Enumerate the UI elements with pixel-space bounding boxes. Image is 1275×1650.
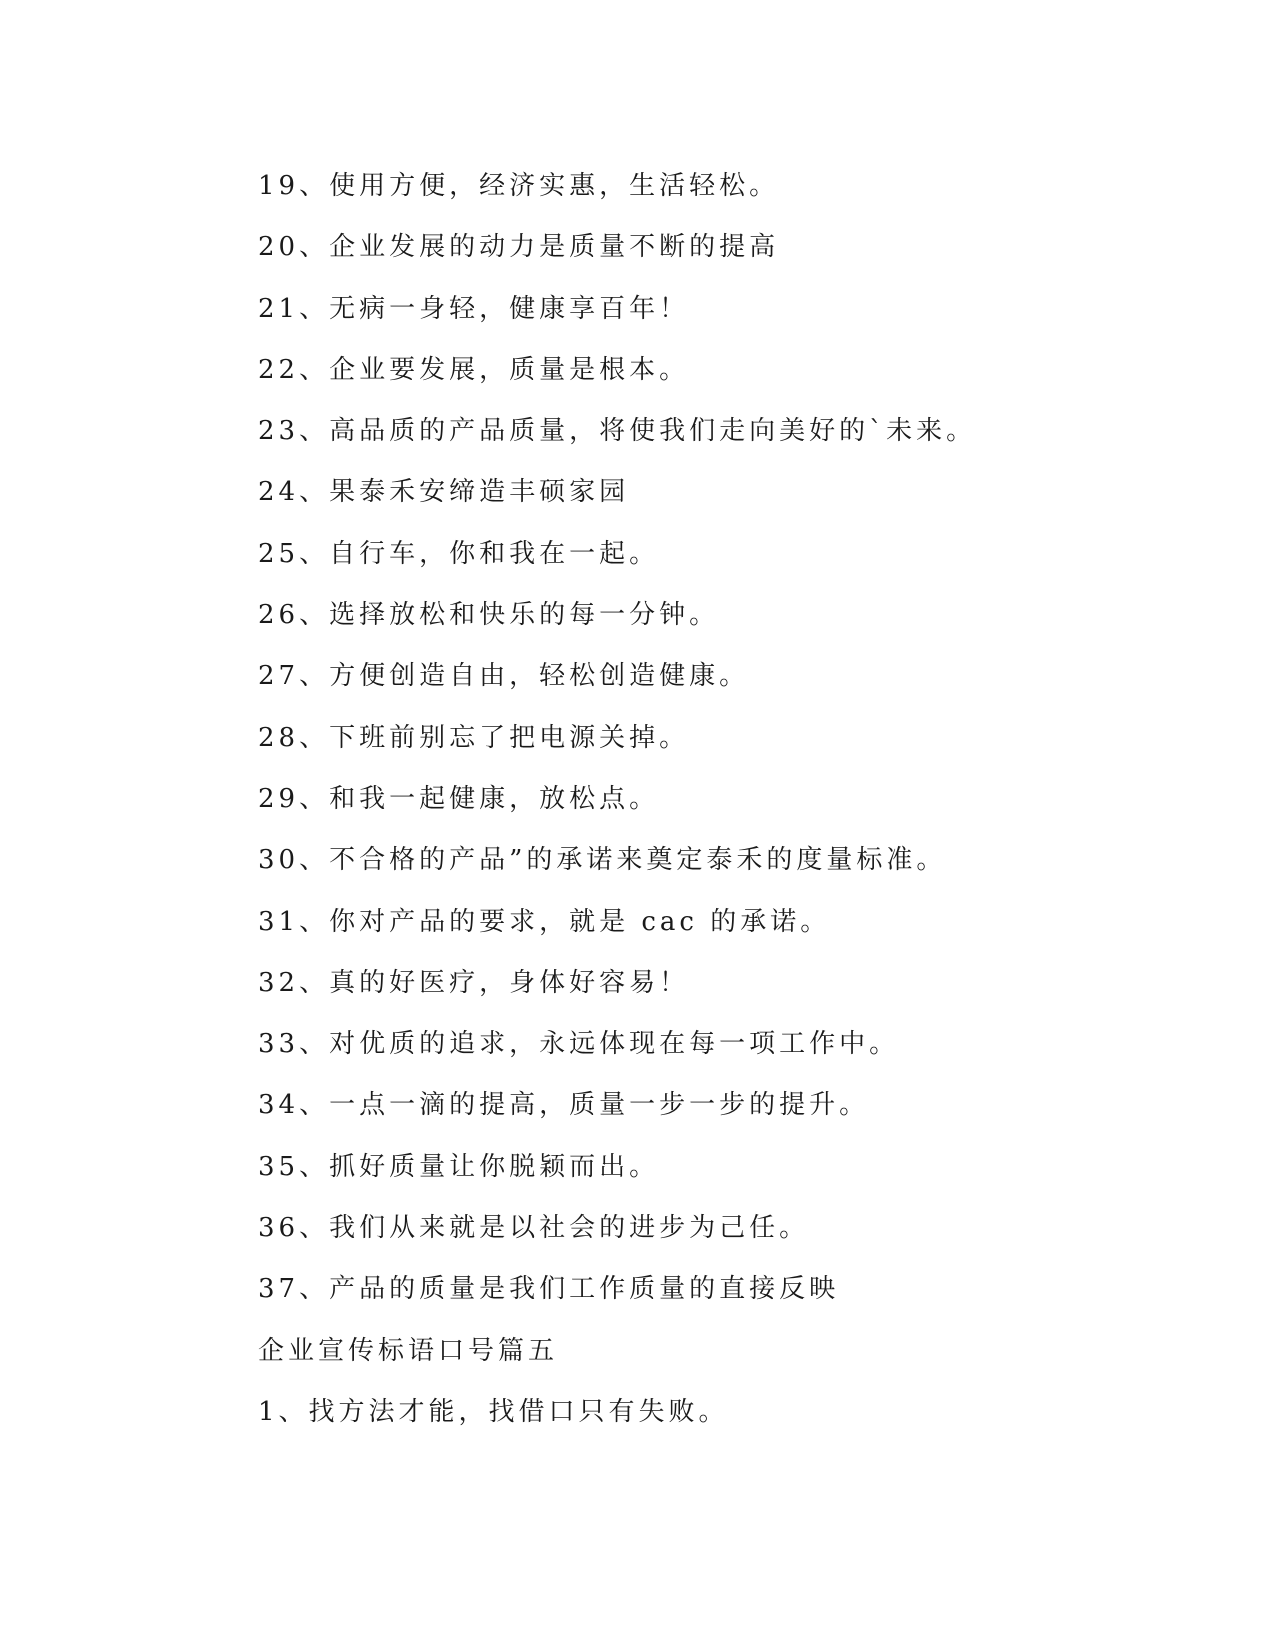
slogan-line-29: 29、和我一起健康，放松点。	[258, 783, 660, 814]
slogan-line-22: 22、企业要发展，质量是根本。	[258, 354, 690, 385]
slogan-line-24: 24、果泰禾安缔造丰硕家园	[258, 477, 630, 508]
slogan-line-34: 34、一点一滴的提高，质量一步一步的提升。	[258, 1090, 870, 1121]
slogan-line-28: 28、下班前别忘了把电源关掉。	[258, 722, 690, 753]
slogan-line-31: 31、你对产品的要求，就是 cac 的承诺。	[258, 906, 831, 937]
slogan-line-1: 1、找方法才能，找借口只有失败。	[258, 1396, 729, 1427]
slogan-line-32: 32、真的好医疗，身体好容易！	[258, 967, 690, 998]
slogan-line-20: 20、企业发展的动力是质量不断的提高	[258, 232, 780, 263]
slogan-line-37: 37、产品的质量是我们工作质量的直接反映	[258, 1274, 840, 1305]
slogan-line-33: 33、对优质的追求，永远体现在每一项工作中。	[258, 1029, 900, 1060]
slogan-line-30: 30、不合格的产品”的承诺来奠定泰禾的度量标准。	[258, 845, 947, 876]
slogan-line-36: 36、我们从来就是以社会的进步为己任。	[258, 1213, 810, 1244]
slogan-line-27: 27、方便创造自由，轻松创造健康。	[258, 661, 750, 692]
slogan-line-26: 26、选择放松和快乐的每一分钟。	[258, 600, 720, 631]
slogan-line-25: 25、自行车，你和我在一起。	[258, 538, 660, 569]
slogan-line-19: 19、使用方便，经济实惠，生活轻松。	[258, 171, 780, 201]
slogan-line-23: 23、高品质的产品质量，将使我们走向美好的`未来。	[258, 416, 977, 447]
document-body	[258, 168, 1158, 1455]
slogan-line-21: 21、无病一身轻，健康享百年！	[258, 293, 690, 324]
section-heading: 企业宣传标语口号篇五	[258, 1335, 559, 1366]
slogan-line-35: 35、抓好质量让你脱颖而出。	[258, 1151, 660, 1182]
